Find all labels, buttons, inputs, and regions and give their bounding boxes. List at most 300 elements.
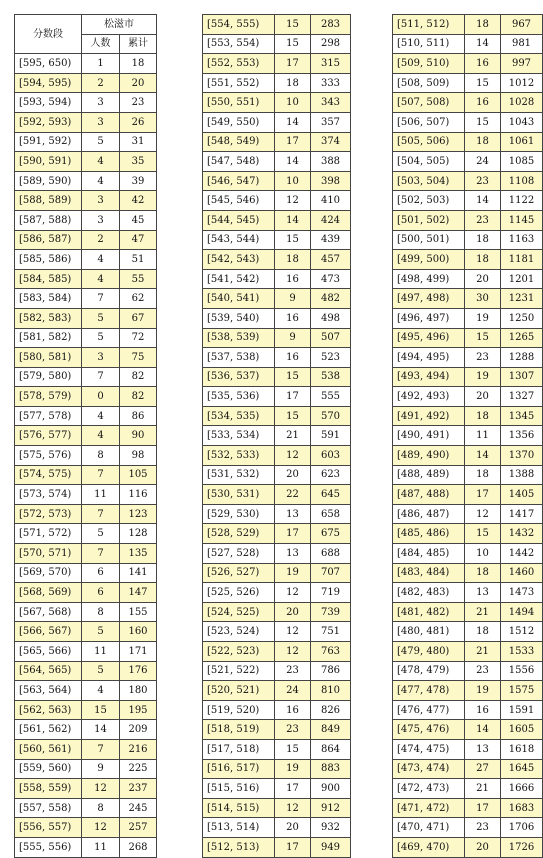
table-row	[15, 485, 157, 505]
count-cell: 17	[275, 54, 311, 74]
score-range-cell: [535, 536)	[203, 387, 275, 407]
score-range-cell: [512, 513)	[203, 837, 275, 857]
score-range-cell: [553, 554)	[203, 34, 275, 54]
count-cell: 12	[275, 191, 311, 211]
table-row	[15, 524, 157, 544]
table-row	[15, 348, 157, 368]
cumulative-cell: 591	[311, 426, 351, 446]
cumulative-cell: 245	[120, 798, 157, 818]
table-row	[203, 112, 351, 132]
score-range-cell: [568, 569)	[15, 583, 82, 603]
cumulative-cell: 35	[120, 152, 157, 172]
count-cell: 18	[465, 622, 501, 642]
count-cell: 5	[82, 308, 120, 328]
score-range-cell: [550, 551)	[203, 93, 275, 113]
count-cell: 15	[275, 406, 311, 426]
cumulative-cell: 18	[120, 54, 157, 74]
cumulative-cell: 1370	[501, 446, 543, 466]
table-row	[15, 112, 157, 132]
count-cell: 3	[82, 112, 120, 132]
table-row	[393, 720, 543, 740]
count-cell: 13	[465, 583, 501, 603]
score-range-cell: [488, 489)	[393, 465, 465, 485]
score-range-cell: [594, 595)	[15, 73, 82, 93]
count-cell: 13	[275, 544, 311, 564]
score-range-cell: [499, 500)	[393, 250, 465, 270]
table-row	[203, 406, 351, 426]
cumulative-cell: 1307	[501, 367, 543, 387]
cumulative-cell: 388	[311, 152, 351, 172]
cumulative-cell: 1327	[501, 387, 543, 407]
cumulative-cell: 482	[311, 289, 351, 309]
cumulative-cell: 39	[120, 171, 157, 191]
cumulative-cell: 424	[311, 210, 351, 230]
score-range-cell: [481, 482)	[393, 602, 465, 622]
score-range-cell: [573, 574)	[15, 485, 82, 505]
cumulative-cell: 45	[120, 210, 157, 230]
table-row	[393, 602, 543, 622]
count-cell: 15	[465, 328, 501, 348]
score-range-cell: [582, 583)	[15, 308, 82, 328]
count-cell: 16	[275, 700, 311, 720]
cumulative-cell: 75	[120, 348, 157, 368]
table-row	[15, 739, 157, 759]
cumulative-cell: 116	[120, 485, 157, 505]
cumulative-cell: 1442	[501, 544, 543, 564]
cumulative-cell: 1356	[501, 426, 543, 446]
count-cell: 23	[465, 818, 501, 838]
count-cell: 15	[275, 15, 311, 35]
header-city: 松滋市	[82, 15, 157, 35]
table-row	[393, 622, 543, 642]
table-row	[393, 406, 543, 426]
score-range-cell: [498, 499)	[393, 269, 465, 289]
cumulative-cell: 675	[311, 524, 351, 544]
score-range-cell: [486, 487)	[393, 504, 465, 524]
cumulative-cell: 1181	[501, 250, 543, 270]
table-row	[203, 544, 351, 564]
table-row	[393, 34, 543, 54]
table-row	[393, 112, 543, 132]
score-range-cell: [590, 591)	[15, 152, 82, 172]
count-cell: 24	[275, 681, 311, 701]
cumulative-cell: 23	[120, 93, 157, 113]
score-range-cell: [566, 567)	[15, 622, 82, 642]
table-row	[15, 465, 157, 485]
count-cell: 3	[82, 210, 120, 230]
table-row	[15, 504, 157, 524]
header-score-band: 分数段	[15, 15, 82, 54]
count-cell: 7	[82, 289, 120, 309]
score-range-cell: [514, 515)	[203, 798, 275, 818]
count-cell: 30	[465, 289, 501, 309]
count-cell: 16	[275, 308, 311, 328]
cumulative-cell: 105	[120, 465, 157, 485]
count-cell: 3	[82, 93, 120, 113]
cumulative-cell: 949	[311, 837, 351, 857]
count-cell: 16	[465, 700, 501, 720]
table-row	[203, 563, 351, 583]
table-row	[393, 348, 543, 368]
cumulative-cell: 86	[120, 406, 157, 426]
cumulative-cell: 707	[311, 563, 351, 583]
table-row	[15, 681, 157, 701]
count-cell: 10	[275, 171, 311, 191]
table-row	[15, 779, 157, 799]
count-cell: 21	[465, 642, 501, 662]
score-range-cell: [595, 650)	[15, 54, 82, 74]
cumulative-cell: 498	[311, 308, 351, 328]
table-row	[15, 73, 157, 93]
cumulative-cell: 62	[120, 289, 157, 309]
cumulative-cell: 1575	[501, 681, 543, 701]
table-row	[393, 818, 543, 838]
cumulative-cell: 1417	[501, 504, 543, 524]
cumulative-cell: 398	[311, 171, 351, 191]
table-row	[203, 230, 351, 250]
count-cell: 8	[82, 602, 120, 622]
cumulative-cell: 55	[120, 269, 157, 289]
count-cell: 20	[275, 818, 311, 838]
table-row	[393, 485, 543, 505]
count-cell: 3	[82, 191, 120, 211]
table-row	[203, 642, 351, 662]
cumulative-cell: 67	[120, 308, 157, 328]
count-cell: 15	[465, 524, 501, 544]
score-range-cell: [567, 568)	[15, 602, 82, 622]
cumulative-cell: 739	[311, 602, 351, 622]
cumulative-cell: 72	[120, 328, 157, 348]
table-row	[393, 465, 543, 485]
score-range-cell: [531, 532)	[203, 465, 275, 485]
count-cell: 13	[465, 739, 501, 759]
score-range-cell: [521, 522)	[203, 661, 275, 681]
count-cell: 9	[275, 328, 311, 348]
count-cell: 7	[82, 465, 120, 485]
score-range-cell: [500, 501)	[393, 230, 465, 250]
table-row	[15, 544, 157, 564]
cumulative-cell: 1533	[501, 642, 543, 662]
cumulative-cell: 1591	[501, 700, 543, 720]
score-range-cell: [561, 562)	[15, 720, 82, 740]
score-range-cell: [565, 566)	[15, 642, 82, 662]
count-cell: 15	[465, 112, 501, 132]
score-range-cell: [560, 561)	[15, 739, 82, 759]
cumulative-cell: 810	[311, 681, 351, 701]
score-range-cell: [490, 491)	[393, 426, 465, 446]
table-row	[15, 837, 157, 857]
table-row	[203, 152, 351, 172]
count-cell: 20	[275, 465, 311, 485]
score-range-cell: [473, 474)	[393, 759, 465, 779]
table-row	[203, 34, 351, 54]
count-cell: 2	[82, 73, 120, 93]
score-range-cell: [532, 533)	[203, 446, 275, 466]
count-cell: 15	[275, 34, 311, 54]
cumulative-cell: 473	[311, 269, 351, 289]
table-row	[15, 642, 157, 662]
score-range-cell: [507, 508)	[393, 93, 465, 113]
count-cell: 16	[465, 93, 501, 113]
count-cell: 5	[82, 622, 120, 642]
score-range-cell: [524, 525)	[203, 602, 275, 622]
count-cell: 21	[465, 602, 501, 622]
cumulative-cell: 1556	[501, 661, 543, 681]
count-cell: 5	[82, 132, 120, 152]
cumulative-cell: 763	[311, 642, 351, 662]
table-row	[393, 504, 543, 524]
table-row	[15, 132, 157, 152]
score-range-cell: [472, 473)	[393, 779, 465, 799]
score-range-cell: [484, 485)	[393, 544, 465, 564]
table-row	[393, 700, 543, 720]
count-cell: 9	[82, 759, 120, 779]
score-range-cell: [564, 565)	[15, 661, 82, 681]
cumulative-cell: 751	[311, 622, 351, 642]
table-row	[203, 661, 351, 681]
count-cell: 9	[275, 289, 311, 309]
score-range-cell: [584, 585)	[15, 269, 82, 289]
cumulative-cell: 257	[120, 818, 157, 838]
cumulative-cell: 237	[120, 779, 157, 799]
cumulative-cell: 1250	[501, 308, 543, 328]
cumulative-cell: 1494	[501, 602, 543, 622]
table-row	[203, 15, 351, 35]
table-row	[203, 191, 351, 211]
score-range-cell: [509, 510)	[393, 54, 465, 74]
score-range-cell: [544, 545)	[203, 210, 275, 230]
count-cell: 18	[465, 15, 501, 35]
cumulative-cell: 410	[311, 191, 351, 211]
table-row	[203, 720, 351, 740]
count-cell: 19	[275, 759, 311, 779]
score-range-cell: [526, 527)	[203, 563, 275, 583]
score-range-cell: [558, 559)	[15, 779, 82, 799]
cumulative-cell: 1345	[501, 406, 543, 426]
score-range-cell: [475, 476)	[393, 720, 465, 740]
count-cell: 16	[275, 269, 311, 289]
table-row	[203, 54, 351, 74]
table-row	[15, 406, 157, 426]
count-cell: 23	[465, 348, 501, 368]
cumulative-cell: 900	[311, 779, 351, 799]
score-range-cell: [559, 560)	[15, 759, 82, 779]
count-cell: 14	[465, 191, 501, 211]
cumulative-cell: 268	[120, 837, 157, 857]
count-cell: 23	[275, 661, 311, 681]
count-cell: 8	[82, 798, 120, 818]
cumulative-cell: 1043	[501, 112, 543, 132]
score-range-cell: [579, 580)	[15, 367, 82, 387]
count-cell: 16	[275, 348, 311, 368]
score-range-cell: [470, 471)	[393, 818, 465, 838]
score-range-cell: [477, 478)	[393, 681, 465, 701]
table-row	[15, 308, 157, 328]
cumulative-cell: 1666	[501, 779, 543, 799]
cumulative-cell: 1618	[501, 739, 543, 759]
count-cell: 12	[275, 622, 311, 642]
cumulative-cell: 688	[311, 544, 351, 564]
count-cell: 20	[465, 837, 501, 857]
score-range-cell: [551, 552)	[203, 73, 275, 93]
count-cell: 7	[82, 367, 120, 387]
score-range-cell: [518, 519)	[203, 720, 275, 740]
table-row	[393, 328, 543, 348]
cumulative-cell: 1512	[501, 622, 543, 642]
score-range-cell: [528, 529)	[203, 524, 275, 544]
table-row	[15, 387, 157, 407]
cumulative-cell: 216	[120, 739, 157, 759]
cumulative-cell: 1028	[501, 93, 543, 113]
cumulative-cell: 1288	[501, 348, 543, 368]
cumulative-cell: 98	[120, 446, 157, 466]
cumulative-cell: 1012	[501, 73, 543, 93]
score-range-cell: [592, 593)	[15, 112, 82, 132]
cumulative-cell: 912	[311, 798, 351, 818]
count-cell: 17	[275, 779, 311, 799]
cumulative-cell: 315	[311, 54, 351, 74]
count-cell: 23	[275, 720, 311, 740]
count-cell: 4	[82, 406, 120, 426]
table-row	[203, 465, 351, 485]
score-table-col-1	[14, 14, 157, 858]
count-cell: 14	[465, 446, 501, 466]
score-range-cell: [503, 504)	[393, 171, 465, 191]
score-range-cell: [511, 512)	[393, 15, 465, 35]
score-range-cell: [519, 520)	[203, 700, 275, 720]
score-range-cell: [517, 518)	[203, 739, 275, 759]
count-cell: 17	[275, 524, 311, 544]
table-row	[393, 759, 543, 779]
score-range-cell: [546, 547)	[203, 171, 275, 191]
table-row	[203, 524, 351, 544]
table-row	[203, 308, 351, 328]
cumulative-cell: 1726	[501, 837, 543, 857]
score-range-cell: [476, 477)	[393, 700, 465, 720]
score-range-cell: [574, 575)	[15, 465, 82, 485]
cumulative-cell: 26	[120, 112, 157, 132]
table-row	[203, 210, 351, 230]
cumulative-cell: 209	[120, 720, 157, 740]
score-range-cell: [593, 594)	[15, 93, 82, 113]
cumulative-cell: 1163	[501, 230, 543, 250]
score-range-cell: [523, 524)	[203, 622, 275, 642]
cumulative-cell: 42	[120, 191, 157, 211]
table-row	[203, 485, 351, 505]
score-range-cell: [513, 514)	[203, 818, 275, 838]
score-range-cell: [527, 528)	[203, 544, 275, 564]
score-range-cell: [505, 506)	[393, 132, 465, 152]
cumulative-cell: 128	[120, 524, 157, 544]
table-row	[393, 563, 543, 583]
cumulative-cell: 997	[501, 54, 543, 74]
score-range-cell: [504, 505)	[393, 152, 465, 172]
score-table-col-3	[392, 14, 543, 858]
table-row	[203, 798, 351, 818]
score-range-cell: [491, 492)	[393, 406, 465, 426]
table-row	[203, 387, 351, 407]
score-range-cell: [572, 573)	[15, 504, 82, 524]
cumulative-cell: 1605	[501, 720, 543, 740]
table-row	[393, 583, 543, 603]
count-cell: 7	[82, 739, 120, 759]
table-row	[203, 759, 351, 779]
table-row	[203, 837, 351, 857]
count-cell: 8	[82, 446, 120, 466]
cumulative-cell: 20	[120, 73, 157, 93]
cumulative-cell: 135	[120, 544, 157, 564]
table-row	[393, 642, 543, 662]
table-row	[393, 681, 543, 701]
cumulative-cell: 298	[311, 34, 351, 54]
cumulative-cell: 343	[311, 93, 351, 113]
cumulative-cell: 603	[311, 446, 351, 466]
cumulative-cell: 1231	[501, 289, 543, 309]
cumulative-cell: 374	[311, 132, 351, 152]
count-cell: 17	[275, 387, 311, 407]
table-row	[203, 269, 351, 289]
table-row	[393, 387, 543, 407]
count-cell: 7	[82, 544, 120, 564]
score-range-cell: [469, 470)	[393, 837, 465, 857]
cumulative-cell: 195	[120, 700, 157, 720]
table-row	[393, 289, 543, 309]
table-row	[203, 367, 351, 387]
table-row	[393, 661, 543, 681]
cumulative-cell: 1061	[501, 132, 543, 152]
score-range-cell: [478, 479)	[393, 661, 465, 681]
cumulative-cell: 82	[120, 367, 157, 387]
table-row	[15, 661, 157, 681]
cumulative-cell: 932	[311, 818, 351, 838]
score-range-cell: [588, 589)	[15, 191, 82, 211]
table-row	[15, 269, 157, 289]
table-row	[203, 602, 351, 622]
score-range-cell: [534, 535)	[203, 406, 275, 426]
score-range-cell: [533, 534)	[203, 426, 275, 446]
score-range-cell: [530, 531)	[203, 485, 275, 505]
cumulative-cell: 155	[120, 602, 157, 622]
score-range-cell: [485, 486)	[393, 524, 465, 544]
cumulative-cell: 658	[311, 504, 351, 524]
count-cell: 18	[465, 406, 501, 426]
table-row	[15, 250, 157, 270]
count-cell: 4	[82, 152, 120, 172]
count-cell: 18	[275, 250, 311, 270]
count-cell: 3	[82, 348, 120, 368]
table-row	[393, 739, 543, 759]
score-range-cell: [497, 498)	[393, 289, 465, 309]
table-row	[15, 426, 157, 446]
score-range-cell: [487, 488)	[393, 485, 465, 505]
cumulative-cell: 141	[120, 563, 157, 583]
table-row	[203, 739, 351, 759]
count-cell: 4	[82, 171, 120, 191]
score-range-cell: [562, 563)	[15, 700, 82, 720]
count-cell: 10	[465, 544, 501, 564]
count-cell: 12	[465, 504, 501, 524]
count-cell: 0	[82, 387, 120, 407]
count-cell: 18	[465, 465, 501, 485]
score-range-cell: [554, 555)	[203, 15, 275, 35]
count-cell: 4	[82, 269, 120, 289]
cumulative-cell: 1265	[501, 328, 543, 348]
cumulative-cell: 82	[120, 387, 157, 407]
cumulative-cell: 786	[311, 661, 351, 681]
cumulative-cell: 623	[311, 465, 351, 485]
table-row	[393, 93, 543, 113]
header-count: 人数	[82, 34, 120, 54]
